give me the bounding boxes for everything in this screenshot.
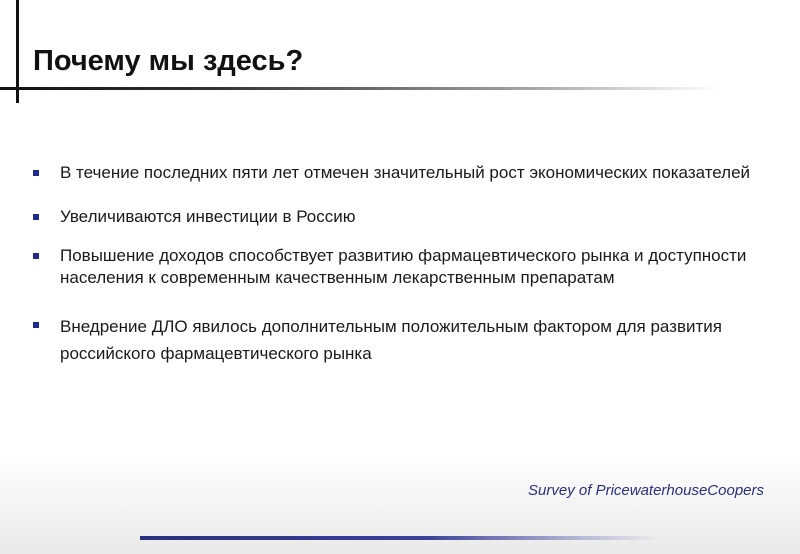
bullet-text: Внедрение ДЛО явилось дополнительным положительным фактором для развития российского фармацевтического рынка — [60, 317, 722, 363]
footer-accent-bar — [140, 536, 660, 540]
square-bullet-icon — [33, 253, 39, 259]
title-horizontal-rule — [0, 87, 720, 90]
bullet-item — [33, 245, 753, 289]
bullet-text: Повышение доходов способствует развитию фармацевтического рынка и доступности населения к современным качественным лекарственным препаратам — [60, 246, 747, 287]
bullet-text: Увеличиваются инвестиции в Россию — [60, 207, 356, 226]
square-bullet-icon — [33, 214, 39, 220]
source-caption: Survey of PricewaterhouseCoopers — [528, 482, 764, 499]
slide-title: Почему мы здесь? — [33, 45, 304, 77]
bullet-text: В течение последних пяти лет отмечен значительный рост экономических показателей — [60, 163, 751, 182]
bullet-item — [33, 206, 753, 228]
bullet-item — [33, 162, 753, 184]
bullet-item — [33, 313, 753, 367]
square-bullet-icon — [33, 170, 39, 176]
square-bullet-icon — [33, 322, 39, 328]
bullet-list — [33, 162, 753, 367]
